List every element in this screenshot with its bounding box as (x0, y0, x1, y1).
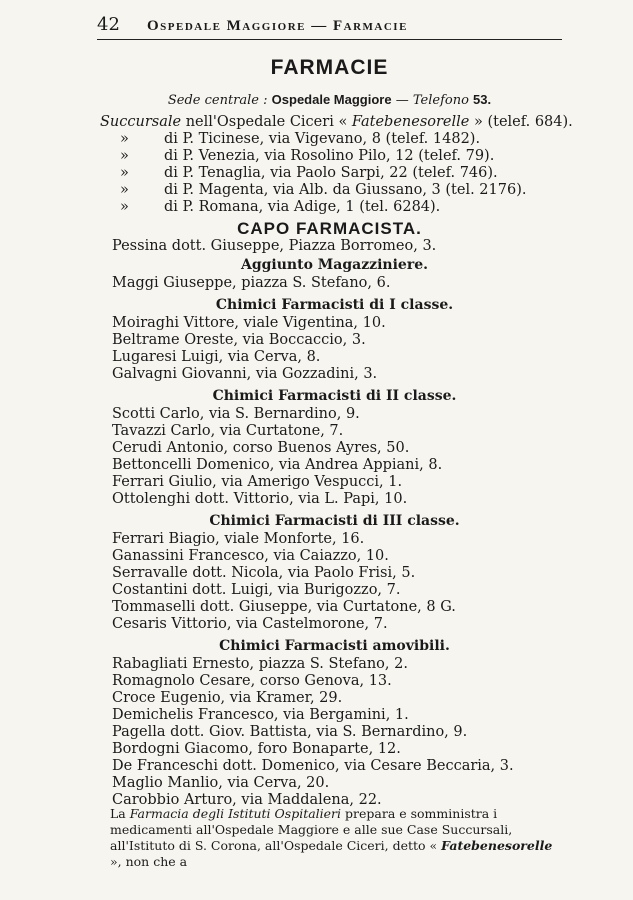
classe2-list (112, 406, 572, 508)
capo-entry: Pessina dott. Giuseppe, Piazza Borromeo, 3. (112, 238, 437, 254)
list-item: Pagella dott. Giov. Battista, via S. Bernardino, 9. (112, 724, 468, 740)
list-item: Ferrari Giulio, via Amerigo Vespucci, 1. (112, 474, 403, 490)
running-header (97, 14, 562, 36)
list-item: Bordogni Giacomo, foro Bonaparte, 12. (112, 741, 401, 757)
list-item: Lugaresi Luigi, via Cerva, 8. (112, 349, 321, 365)
succursale-text: nell'Ospedale Ciceri « (181, 114, 352, 130)
classe1-list (112, 315, 572, 383)
succursale-address: di P. Romana, via Adige, 1 (tel. 6284). (164, 199, 441, 215)
footer-farmacia: Farmacia degli Istituti Ospitalieri (129, 806, 342, 821)
succursale-line (100, 182, 560, 199)
footer-fatebenesorelle: Fatebenesorelle (441, 838, 553, 853)
amovibili-heading: Chimici Farmacisti amovibili. (219, 638, 450, 654)
capo-heading: CAPO FARMACISTA. (237, 219, 422, 238)
succursale-line (100, 165, 560, 182)
aggiunto-entry: Maggi Giuseppe, piazza S. Stefano, 6. (112, 275, 391, 291)
classe3-heading: Chimici Farmacisti di III classe. (209, 513, 460, 529)
list-item: Ferrari Biagio, viale Monforte, 16. (112, 531, 365, 547)
list-item: Galvagni Giovanni, via Gozzadini, 3. (112, 366, 378, 382)
list-item: De Franceschi dott. Domenico, via Cesare Beccaria, 3. (112, 758, 514, 774)
list-item: Maglio Manlio, via Cerva, 20. (112, 775, 330, 791)
succursale-address: di P. Ticinese, via Vigevano, 8 (telef. 1482). (164, 131, 481, 147)
list-item: Tommaselli dott. Giuseppe, via Curtatone, 8 G. (112, 599, 456, 615)
ditto-mark: » (120, 182, 129, 198)
list-item: Cesaris Vittorio, via Castelmorone, 7. (112, 616, 388, 632)
succursale-line (100, 148, 560, 165)
list-item: Tavazzi Carlo, via Curtatone, 7. (112, 423, 344, 439)
footer-note (110, 806, 565, 870)
footer-text-c: prepara e somministra i medicamenti all'Ospedale Maggiore e alle sue Case Succursali, all'Istituto di S. Corona, all'Ospedale Ciceri, detto « (110, 806, 513, 853)
list-item: Cerudi Antonio, corso Buenos Ayres, 50. (112, 440, 410, 456)
list-item: Bettoncelli Domenico, via Andrea Appiani, 8. (112, 457, 443, 473)
staff-list (112, 238, 572, 809)
ditto-mark: » (120, 131, 129, 147)
succursale-line (100, 199, 560, 216)
classe2-heading: Chimici Farmacisti di II classe. (212, 388, 457, 404)
header-rule (97, 39, 562, 40)
ditto-mark: » (120, 148, 129, 164)
telefono-number: 53. (473, 92, 492, 107)
ditto-mark: » (120, 199, 129, 215)
list-item: Rabagliati Ernesto, piazza S. Stefano, 2. (112, 656, 408, 672)
sede-place: Ospedale Maggiore (271, 92, 392, 107)
footer-text-e: », non che a (110, 854, 188, 869)
page-number: 42 (97, 14, 120, 35)
list-item: Beltrame Oreste, via Boccaccio, 3. (112, 332, 366, 348)
succursale-line (100, 114, 573, 131)
aggiunto-heading: Aggiunto Magazziniere. (240, 257, 428, 273)
list-item: Serravalle dott. Nicola, via Paolo Frisi, 5. (112, 565, 416, 581)
succursale-label: Succursale (100, 114, 182, 130)
list-item: Carobbio Arturo, via Maddalena, 22. (112, 792, 382, 808)
list-item: Croce Eugenio, via Kramer, 29. (112, 690, 343, 706)
list-item: Ottolenghi dott. Vittorio, via L. Papi, 10. (112, 491, 408, 507)
classe1-heading: Chimici Farmacisti di I classe. (215, 297, 454, 313)
list-item: Romagnolo Cesare, corso Genova, 13. (112, 673, 392, 689)
succursale-line (100, 131, 560, 148)
sede-centrale-line (97, 92, 562, 108)
list-item: Scotti Carlo, via S. Bernardino, 9. (112, 406, 360, 422)
succursali-list (100, 114, 573, 216)
list-item: Ganassini Francesco, via Caiazzo, 10. (112, 548, 389, 564)
succursale-address: di P. Tenaglia, via Paolo Sarpi, 22 (telef. 746). (164, 165, 498, 181)
ditto-mark: » (120, 165, 129, 181)
list-item: Costantini dott. Luigi, via Burigozzo, 7. (112, 582, 401, 598)
footer-text-a: La (110, 806, 130, 821)
classe3-list (112, 531, 572, 633)
succursale-address: di P. Magenta, via Alb. da Giussano, 3 (tel. 2176). (164, 182, 527, 198)
sede-label: Sede centrale : (167, 93, 268, 108)
list-item: Demichelis Francesco, via Bergamini, 1. (112, 707, 409, 723)
sede-dash: — (395, 93, 409, 108)
list-item: Moiraghi Vittore, viale Vigentina, 10. (112, 315, 386, 331)
succursale-name: Fatebenesorelle (351, 114, 470, 130)
succursale-address: di P. Venezia, via Rosolino Pilo, 12 (telef. 79). (164, 148, 495, 164)
telefono-label: Telefono (412, 93, 469, 108)
succursale-telef: » (telef. 684). (469, 114, 573, 130)
amovibili-list (112, 656, 572, 809)
running-title: Ospedale Maggiore — Farmacie (147, 18, 408, 34)
page-title: FARMACIE (270, 56, 389, 79)
